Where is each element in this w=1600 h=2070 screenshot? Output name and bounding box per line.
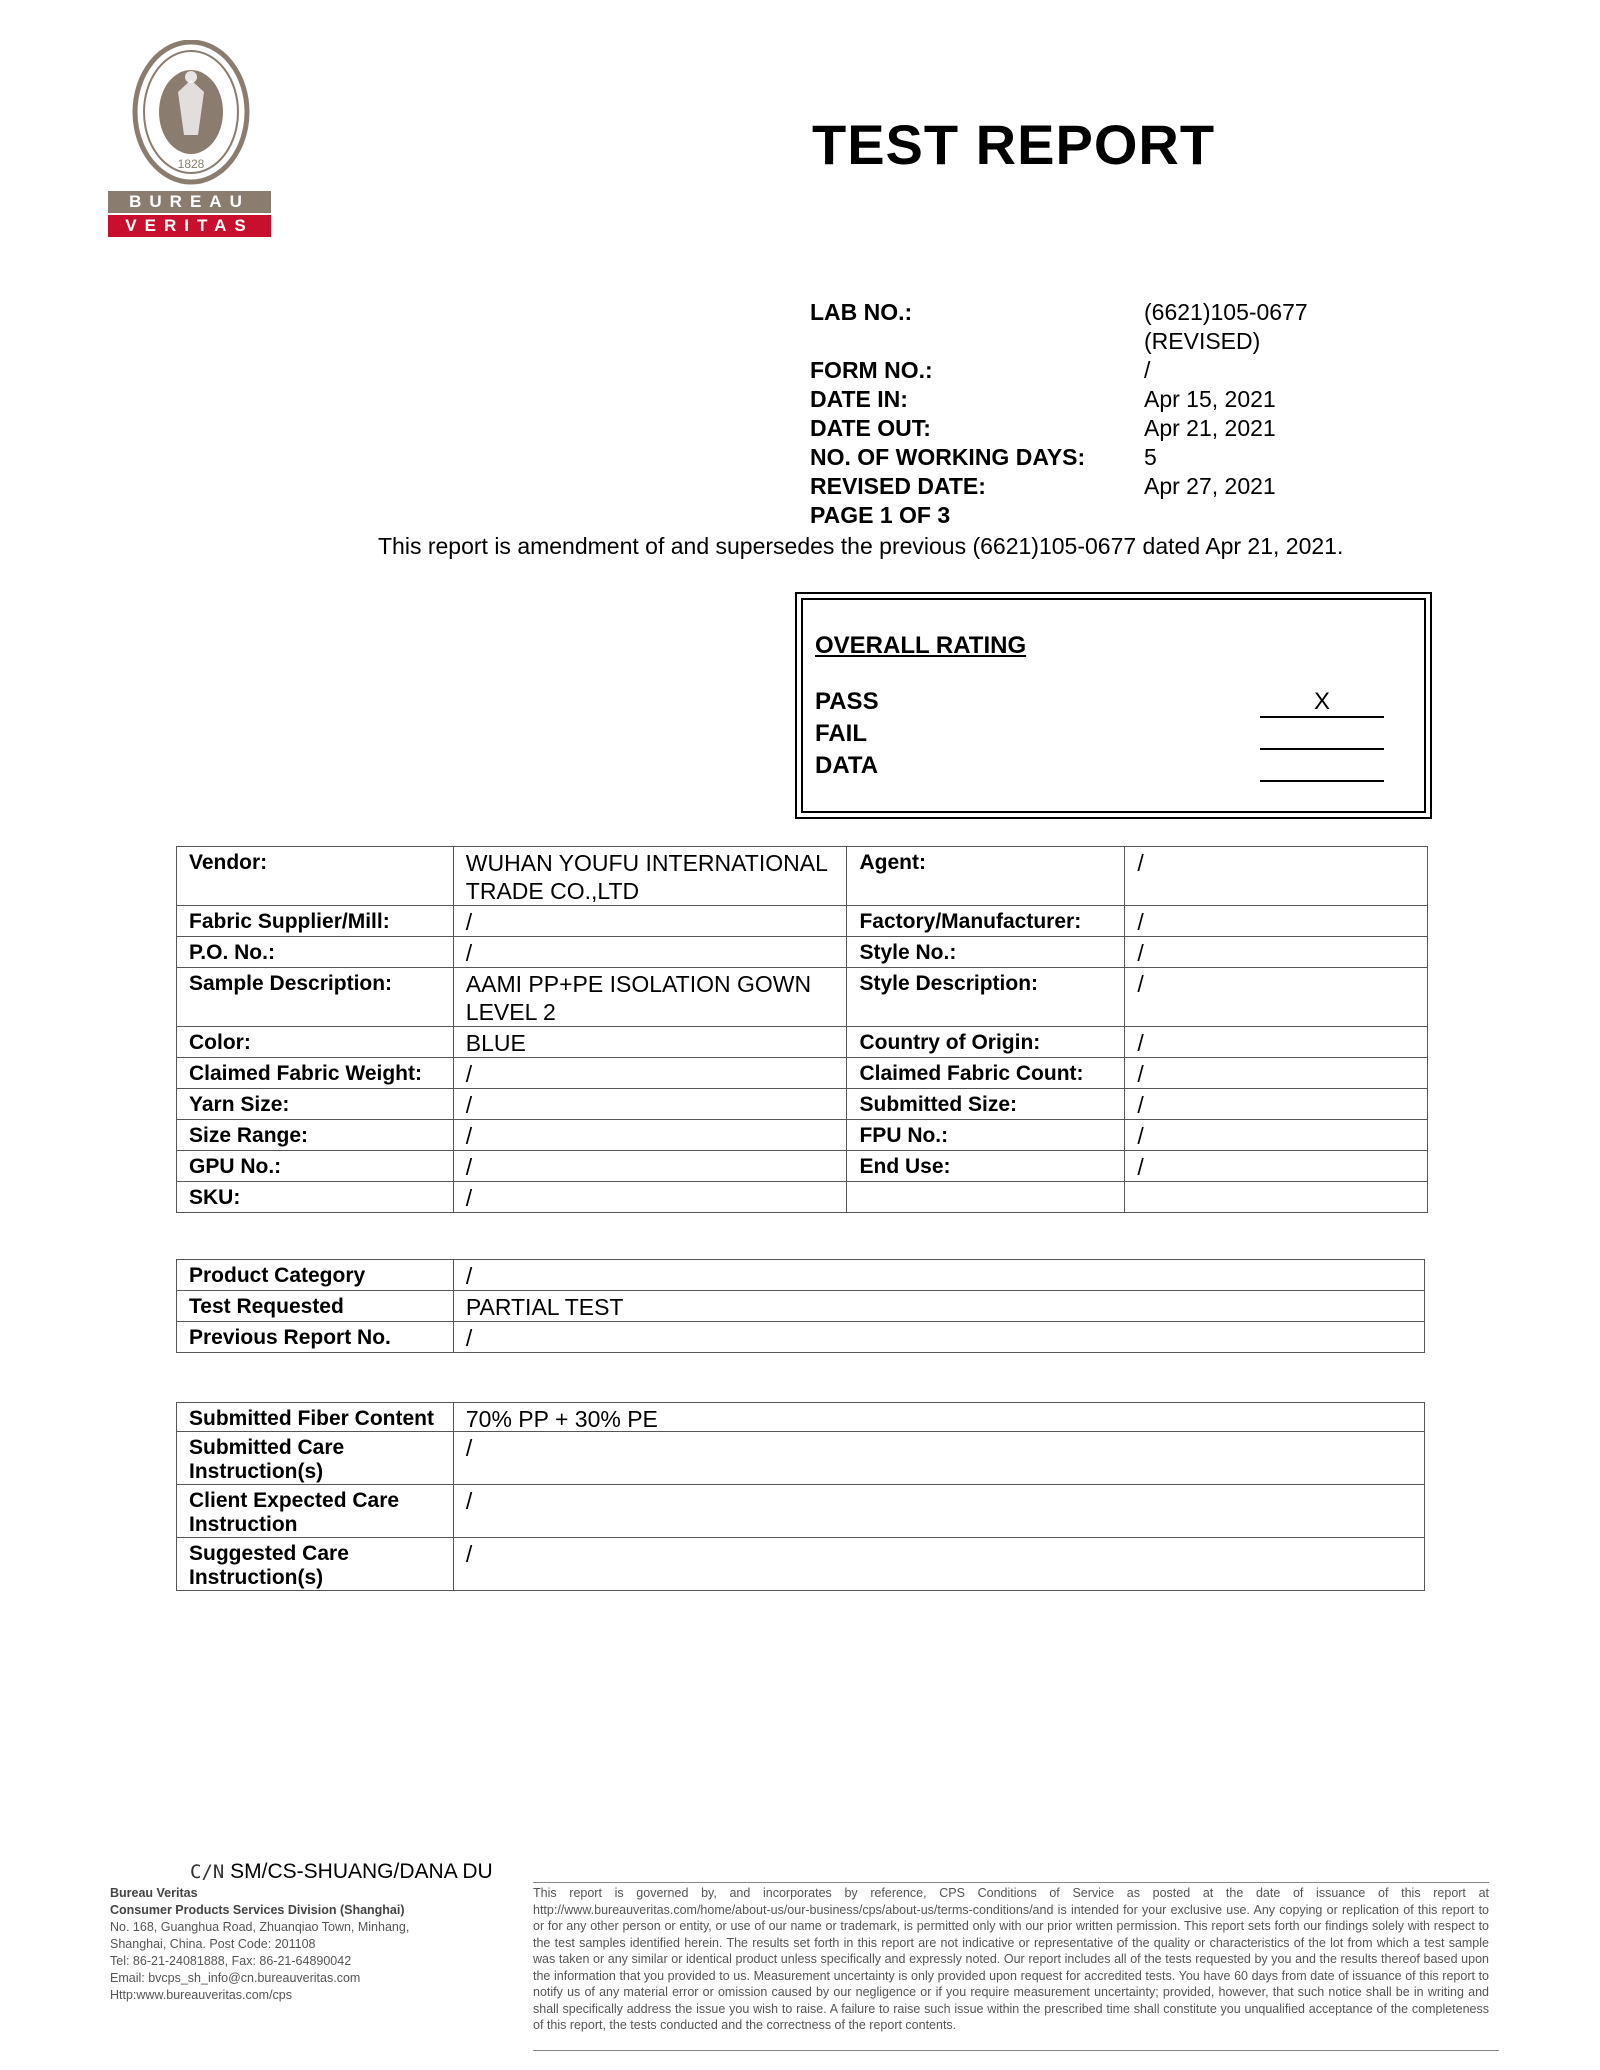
field-value: / bbox=[1125, 1027, 1428, 1058]
header-row bbox=[810, 501, 1410, 530]
table-row bbox=[177, 1182, 1428, 1213]
field-value: / bbox=[453, 1089, 847, 1120]
test-request-table bbox=[176, 1259, 1425, 1353]
logo-word-bureau: BUREAU bbox=[108, 191, 271, 213]
header-row bbox=[810, 385, 1410, 414]
field-value: / bbox=[453, 1485, 1424, 1538]
header-label: LAB NO.: bbox=[810, 299, 913, 325]
footer-address-line: Bureau Veritas bbox=[110, 1886, 198, 1900]
table-row bbox=[177, 1120, 1428, 1151]
table-row bbox=[177, 1260, 1425, 1291]
field-value: / bbox=[453, 937, 847, 968]
footer-address-line: Email: bvcps_sh_info@cn.bureauveritas.com bbox=[110, 1971, 361, 1985]
rating-row-data bbox=[815, 752, 1395, 782]
field-label: Claimed Fabric Weight: bbox=[177, 1058, 454, 1089]
svg-text:1828: 1828 bbox=[177, 157, 205, 171]
fiber-care-table bbox=[176, 1402, 1425, 1591]
footer-address-line: Consumer Products Services Division (Shanghai) bbox=[110, 1903, 405, 1917]
footer-disclaimer: This report is governed by, and incorporates by reference, CPS Conditions of Service as posted at the date of issuance of this report at http://www.bureauveritas.com/home/about-us/our-business/cps/about-us/terms-conditions/and is intended for your exclusive use. Any copying or replication of this report to or for any other person or entity, or use of our name or trademark, is permitted only with our prior written permission. This report sets forth our findings solely with respect to the test samples identified herein. The results set forth in this report are not indicative or representative of the quality or characteristics of the lot from which a test sample was taken or any similar or identical product unless specifically and expressly noted. Our report includes all of the tests requested by you and the results thereof based upon the information that you provided to us. Measurement uncertainty is only provided upon request for accredited tests. You have 60 days from date of issuance of this report to notify us of any material error or omission caused by our negligence or if you require measurement uncertainty; provided, however, that such notice shall be in writing and shall specifically address the issue you wish to raise. A failure to raise such issue within the prescribed time shall constitute you unqualified acceptance of the completeness of this report, the tests conducted and the correctness of the report contents. bbox=[533, 1882, 1489, 2034]
header-value: Apr 15, 2021 bbox=[1144, 386, 1276, 412]
table-row bbox=[177, 1432, 1425, 1485]
field-label: Test Requested bbox=[177, 1291, 454, 1322]
table-row bbox=[177, 1403, 1425, 1432]
cn-value: SM/CS-SHUANG/DANA DU bbox=[230, 1860, 493, 1883]
sample-details-table bbox=[176, 846, 1428, 1213]
field-value: / bbox=[453, 1182, 847, 1213]
header-label: REVISED DATE: bbox=[810, 473, 986, 499]
table-row bbox=[177, 1291, 1425, 1322]
field-value: / bbox=[453, 1538, 1424, 1591]
rating-mark: X bbox=[1313, 688, 1330, 715]
overall-rating-title: OVERALL RATING bbox=[815, 632, 1027, 659]
field-label: P.O. No.: bbox=[177, 937, 454, 968]
footer-address-line: No. 168, Guanghua Road, Zhuanqiao Town, Minhang, bbox=[110, 1920, 410, 1934]
field-value: 70% PP + 30% PE bbox=[453, 1403, 1424, 1432]
report-header-info bbox=[810, 298, 1410, 530]
field-label: Submitted Fiber Content bbox=[177, 1403, 454, 1432]
header-row bbox=[810, 298, 1410, 356]
header-label: FORM NO.: bbox=[810, 357, 933, 383]
header-value: Apr 21, 2021 bbox=[1144, 415, 1276, 441]
field-value: WUHAN YOUFU INTERNATIONAL TRADE CO.,LTD bbox=[453, 847, 847, 906]
field-value: / bbox=[453, 1260, 1424, 1291]
header-row bbox=[810, 414, 1410, 443]
field-value: AAMI PP+PE ISOLATION GOWN LEVEL 2 bbox=[453, 968, 847, 1027]
rating-blank-line bbox=[1260, 716, 1384, 718]
field-value: / bbox=[1125, 1120, 1428, 1151]
table-row bbox=[177, 847, 1428, 906]
table-row bbox=[177, 1151, 1428, 1182]
header-row bbox=[810, 472, 1410, 501]
field-label: GPU No.: bbox=[177, 1151, 454, 1182]
header-label: DATE OUT: bbox=[810, 415, 931, 441]
rating-label: DATA bbox=[815, 752, 879, 779]
header-value: / bbox=[1144, 357, 1151, 383]
footer-address-line: Http:www.bureauveritas.com/cps bbox=[110, 1988, 293, 2002]
field-value: / bbox=[1125, 1151, 1428, 1182]
rating-label: PASS bbox=[815, 688, 879, 715]
field-label: Product Category bbox=[177, 1260, 454, 1291]
field-value: / bbox=[453, 1322, 1424, 1353]
field-label: Style Description: bbox=[847, 968, 1125, 1027]
rating-blank-line bbox=[1260, 780, 1384, 782]
field-label: Factory/Manufacturer: bbox=[847, 906, 1125, 937]
field-value bbox=[1125, 1182, 1428, 1213]
rating-label: FAIL bbox=[815, 720, 867, 747]
field-value: / bbox=[453, 1120, 847, 1151]
field-label: Country of Origin: bbox=[847, 1027, 1125, 1058]
header-row bbox=[810, 443, 1410, 472]
field-label: Submitted Size: bbox=[847, 1089, 1125, 1120]
logo-word-veritas: VERITAS bbox=[108, 215, 271, 237]
field-value: / bbox=[1125, 1089, 1428, 1120]
field-label: Previous Report No. bbox=[177, 1322, 454, 1353]
field-label: Claimed Fabric Count: bbox=[847, 1058, 1125, 1089]
footer-address-line: Shanghai, China. Post Code: 201108 bbox=[110, 1937, 316, 1951]
field-label: Suggested Care Instruction(s) bbox=[177, 1538, 454, 1591]
table-row bbox=[177, 1538, 1425, 1591]
field-label: End Use: bbox=[847, 1151, 1125, 1182]
field-label: Vendor: bbox=[177, 847, 454, 906]
rating-row-fail bbox=[815, 720, 1395, 750]
table-row bbox=[177, 1322, 1425, 1353]
field-label: Submitted Care Instruction(s) bbox=[177, 1432, 454, 1485]
field-label: Agent: bbox=[847, 847, 1125, 906]
field-label: FPU No.: bbox=[847, 1120, 1125, 1151]
field-label: Sample Description: bbox=[177, 968, 454, 1027]
cn-line bbox=[190, 1860, 493, 1884]
table-row bbox=[177, 1485, 1425, 1538]
overall-rating-box bbox=[795, 592, 1432, 819]
field-label: Yarn Size: bbox=[177, 1089, 454, 1120]
field-label: Style No.: bbox=[847, 937, 1125, 968]
cn-prefix: C/N bbox=[190, 1861, 225, 1883]
header-value: Apr 27, 2021 bbox=[1144, 473, 1276, 499]
header-value: (6621)105-0677 (REVISED) bbox=[1144, 299, 1308, 354]
field-label bbox=[847, 1182, 1125, 1213]
rating-row-pass bbox=[815, 688, 1395, 718]
header-label: NO. OF WORKING DAYS: bbox=[810, 444, 1086, 470]
table-row bbox=[177, 1089, 1428, 1120]
field-label: Client Expected Care Instruction bbox=[177, 1485, 454, 1538]
field-value: / bbox=[453, 906, 847, 937]
table-row bbox=[177, 1027, 1428, 1058]
field-value: / bbox=[453, 1058, 847, 1089]
page-title: TEST REPORT bbox=[812, 113, 1216, 176]
field-label: Fabric Supplier/Mill: bbox=[177, 906, 454, 937]
field-value: / bbox=[1125, 906, 1428, 937]
table-row bbox=[177, 1058, 1428, 1089]
field-value: / bbox=[453, 1432, 1424, 1485]
amendment-notice: This report is amendment of and supersedes the previous (6621)105-0677 dated Apr 21, 2021. bbox=[378, 533, 1344, 559]
table-row bbox=[177, 968, 1428, 1027]
field-value: / bbox=[453, 1151, 847, 1182]
field-value: / bbox=[1125, 1058, 1428, 1089]
table-row bbox=[177, 906, 1428, 937]
table-row bbox=[177, 937, 1428, 968]
seal-icon bbox=[108, 40, 274, 188]
field-value: / bbox=[1125, 968, 1428, 1027]
field-value: / bbox=[1125, 847, 1428, 906]
footer-address-line: Tel: 86-21-24081888, Fax: 86-21-64890042 bbox=[110, 1954, 352, 1968]
field-value: BLUE bbox=[453, 1027, 847, 1058]
header-label: DATE IN: bbox=[810, 386, 908, 412]
field-label: SKU: bbox=[177, 1182, 454, 1213]
field-value: / bbox=[1125, 937, 1428, 968]
header-label: PAGE 1 OF 3 bbox=[810, 502, 951, 528]
field-label: Size Range: bbox=[177, 1120, 454, 1151]
rating-blank-line bbox=[1260, 748, 1384, 750]
field-label: Color: bbox=[177, 1027, 454, 1058]
field-value: PARTIAL TEST bbox=[453, 1291, 1424, 1322]
footer-address bbox=[110, 1885, 530, 2004]
header-row bbox=[810, 356, 1410, 385]
bureau-veritas-logo bbox=[108, 40, 274, 243]
footer-rule bbox=[533, 2050, 1499, 2051]
header-value: 5 bbox=[1144, 444, 1157, 470]
